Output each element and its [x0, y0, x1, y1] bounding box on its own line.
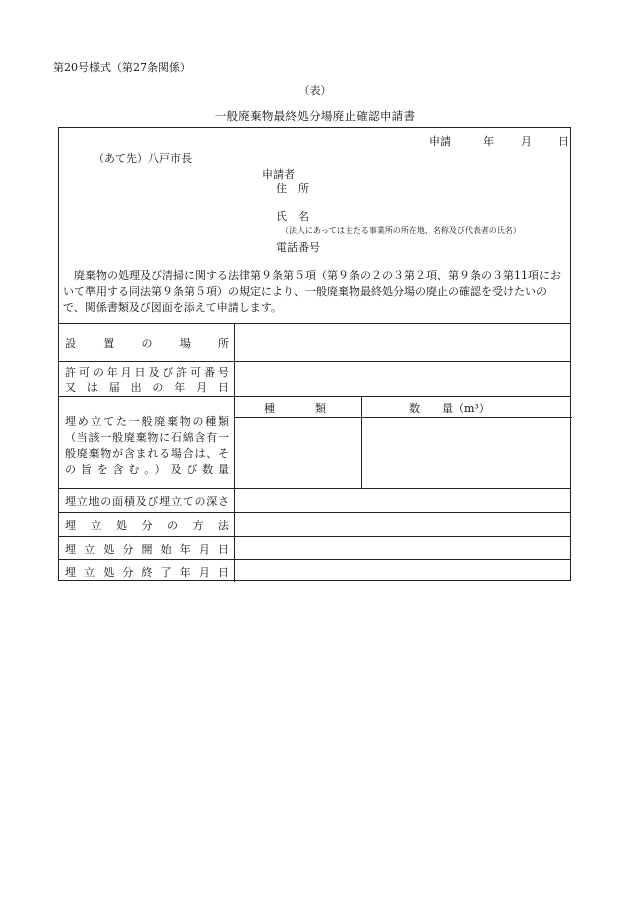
row-label-method	[65, 517, 229, 533]
row-label-location	[65, 335, 229, 351]
month-label: 月	[521, 135, 532, 148]
row-label-location-text: 設置の場所	[65, 337, 229, 350]
row-label-permit-2-text: 又は届出の年月日	[65, 381, 229, 394]
address-label: 住 所	[276, 182, 309, 195]
row-label-permit-1	[65, 364, 229, 380]
column-header-quantity: 数 量（m³）	[409, 402, 490, 415]
application-statement: 廃棄物の処理及び清掃に関する法律第９条第５項（第９条の２の３第２項、第９条の３第11項において準用する同法第９条第５項）の規定により、一般廃棄物最終処分場の廃止の確認を受けたいので、関係書類及び図面を添えて申請します。	[63, 269, 561, 314]
row-label-permit-1-text: 許可の年月日及び許可番号	[65, 366, 229, 379]
column-header-type: 種類	[264, 402, 326, 415]
location-field[interactable]	[236, 325, 570, 360]
end-date-field[interactable]	[236, 561, 570, 581]
type-quantity-divider	[361, 396, 362, 488]
row-label-waste-type: 埋め立てた一般廃棄物の種類（当該一般廃棄物に石綿含有一般廃棄物が含まれる場合は、その旨を含む。）及び数量	[65, 415, 229, 476]
day-label: 日	[558, 135, 569, 148]
row-label-area-text: 埋立地の面積及び埋立ての深さ	[65, 495, 229, 508]
corporation-note: （法人にあっては主たる事業所の所在地、名称及び代表者の氏名）	[281, 226, 521, 235]
table-top-line	[59, 323, 570, 324]
row-label-start-date	[65, 541, 229, 557]
row-divider	[59, 536, 570, 537]
row-label-end-date-text: 埋立処分終了年月日	[65, 566, 229, 579]
row-label-start-date-text: 埋立処分開始年月日	[65, 543, 229, 556]
addressee: （あて先）八戸市長	[93, 152, 192, 165]
applicant-label: 申請者	[262, 168, 295, 181]
permit-date-field[interactable]	[236, 363, 570, 395]
application-date-label: 申請	[429, 135, 451, 148]
row-label-end-date	[65, 564, 229, 580]
row-divider	[59, 512, 570, 513]
name-label: 氏 名	[276, 210, 309, 223]
row-divider	[59, 361, 570, 362]
front-side-label: （表）	[298, 84, 332, 97]
row-divider	[59, 488, 570, 489]
year-label: 年	[483, 135, 494, 148]
label-column-divider	[234, 323, 235, 582]
waste-quantity-field[interactable]	[363, 419, 570, 487]
form-number: 第20号様式（第27条関係）	[53, 61, 191, 74]
form-title: 一般廃棄物最終処分場廃止確認申請書	[214, 109, 416, 123]
start-date-field[interactable]	[236, 538, 570, 558]
waste-type-field[interactable]	[236, 419, 360, 487]
row-label-area	[65, 493, 229, 509]
row-divider	[59, 396, 570, 397]
subheader-divider	[235, 417, 572, 418]
row-label-permit-2	[65, 379, 229, 395]
area-depth-field[interactable]	[236, 490, 570, 511]
application-form	[58, 127, 571, 581]
row-label-method-text: 埋立処分の方法	[65, 519, 229, 532]
method-field[interactable]	[236, 514, 570, 535]
phone-label: 電話番号	[276, 241, 320, 254]
row-divider	[59, 559, 570, 560]
